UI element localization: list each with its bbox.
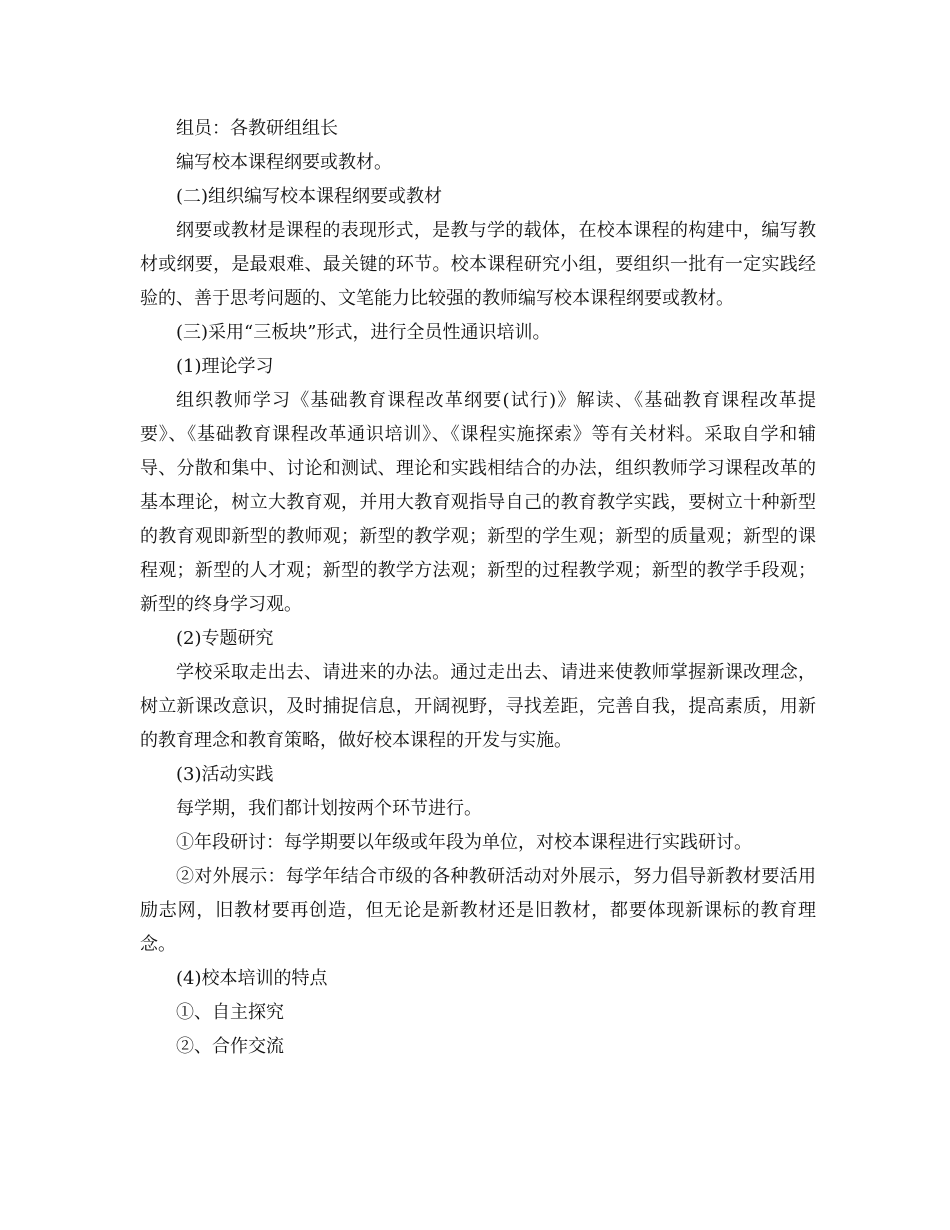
document-body [140, 112, 816, 1064]
subheading-theory-study: (1)理论学习 [176, 356, 274, 377]
subheading-training-features: (4)校本培训的特点 [176, 968, 328, 989]
list-item-self-exploration: ①、自主探究 [176, 1002, 284, 1023]
list-item-cooperation: ②、合作交流 [176, 1036, 284, 1057]
paragraph-grade-seminar: ①年段研讨：每学期要以年级或年段为单位，对校本课程进行实践研讨。 [176, 832, 752, 853]
subheading-topic-research: (2)专题研究 [176, 628, 274, 649]
paragraph-theory-study: 组织教师学习《基础教育课程改革纲要(试行)》解读、《基础教育课程改革提要》、《基础教育课程改革通识培训》、《课程实施探索》等有关材料。采取自学和辅导、分散和集中、讨论和测试、理论和实践相结合的办法，组织教师学习课程改革的基本理论，树立大教育观，并用大教育观指导自己的教育教学实践，要树立十种新型的教育观即新型的教师观；新型的教学观；新型的学生观；新型的质量观；新型的课程观；新型的人才观；新型的教学方法观；新型的过程教学观；新型的教学手段观；新型的终身学习观。 [140, 390, 816, 615]
subheading-activity-practice: (3)活动实践 [176, 764, 274, 785]
paragraph-each-semester: 每学期，我们都计划按两个环节进行。 [176, 798, 482, 819]
section-heading-2: (二)组织编写校本课程纲要或教材 [176, 186, 443, 207]
paragraph-external-showcase: ②对外展示：每学年结合市级的各种教研活动对外展示，努力倡导新教材要活用励志网，旧教材要再创造，但无论是新教材还是旧教材，都要体现新课标的教育理念。 [140, 866, 816, 955]
paragraph-topic-research: 学校采取走出去、请进来的办法。通过走出去、请进来使教师掌握新课改理念，树立新课改意识，及时捕捉信息，开阔视野，寻找差距，完善自我，提高素质，用新的教育理念和教育策略，做好校本课程的开发与实施。 [140, 662, 816, 751]
section-heading-3: (三)采用“三板块”形式，进行全员性通识培训。 [176, 322, 551, 343]
paragraph-outline-materials: 纲要或教材是课程的表现形式，是教与学的载体，在校本课程的构建中，编写教材或纲要，是最艰难、最关键的环节。校本课程研究小组，要组织一批有一定实践经验的、善于思考问题的、文笔能力比较强的教师编写校本课程纲要或教材。 [140, 220, 816, 309]
paragraph-members: 组员：各教研组组长 [176, 118, 338, 139]
paragraph-compile-outline: 编写校本课程纲要或教材。 [176, 152, 392, 173]
